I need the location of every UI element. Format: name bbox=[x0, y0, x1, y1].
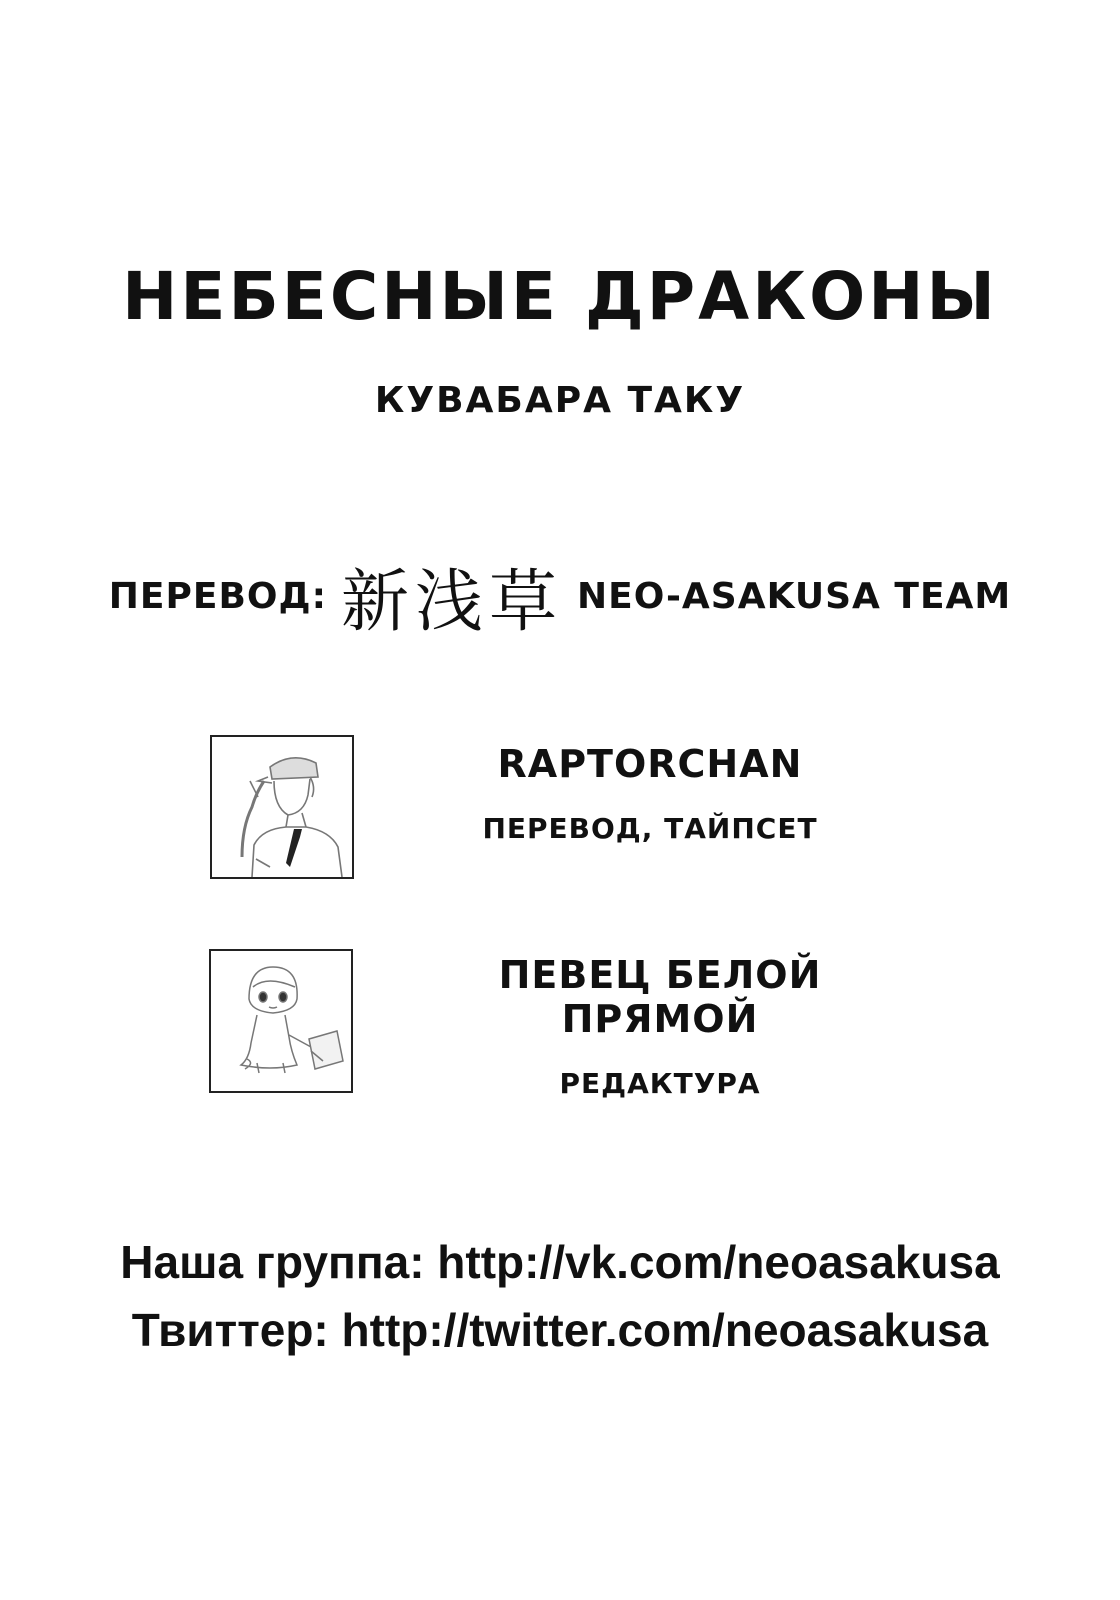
member-name: ПЕВЕЦ БЕЛОЙ ПРЯМОЙ bbox=[498, 953, 822, 1041]
translation-credit bbox=[0, 548, 1120, 645]
manga-title: НЕБЕСНЫЕ ДРАКОНЫ bbox=[122, 258, 998, 335]
author-name: КУВАБАРА ТАКУ bbox=[374, 380, 746, 421]
team-kanji: 新浅草 bbox=[340, 563, 563, 642]
avatar-pevets bbox=[209, 949, 353, 1093]
chibi-girl-with-hammer-sketch-icon bbox=[211, 951, 351, 1091]
member-name: RAPTORCHAN bbox=[497, 742, 803, 786]
member-raptorchan bbox=[430, 742, 870, 845]
man-in-cap-sketch-icon bbox=[212, 737, 352, 877]
member-pevets bbox=[400, 953, 920, 1100]
translation-label: ПЕРЕВОД: bbox=[108, 576, 327, 617]
vk-group-link[interactable]: Наша группа: http://vk.com/neoasakusa bbox=[120, 1236, 1000, 1288]
avatar-raptorchan bbox=[210, 735, 354, 879]
twitter-link[interactable]: Твиттер: http://twitter.com/neoasakusa bbox=[131, 1304, 989, 1356]
contact-links bbox=[0, 1228, 1120, 1364]
member-role: РЕДАКТУРА bbox=[559, 1067, 761, 1100]
member-role: ПЕРЕВОД, ТАЙПСЕТ bbox=[482, 812, 818, 845]
team-name: NEO-ASAKUSA TEAM bbox=[576, 576, 1012, 617]
